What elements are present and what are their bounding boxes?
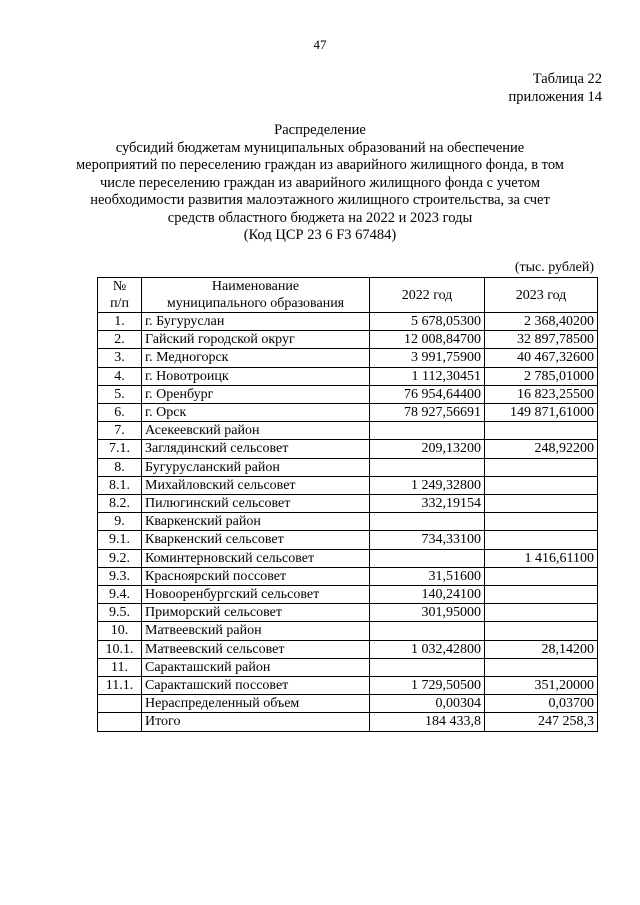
row-name: Саракташский поссовет <box>142 677 370 695</box>
row-value-2023: 0,03700 <box>485 695 598 713</box>
row-value-2022: 184 433,8 <box>370 713 485 731</box>
row-number <box>98 713 142 731</box>
row-number: 10. <box>98 622 142 640</box>
row-number: 9.4. <box>98 586 142 604</box>
row-name: Матвеевский район <box>142 622 370 640</box>
table-row <box>98 677 598 695</box>
row-value-2023 <box>485 476 598 494</box>
table-row <box>98 513 598 531</box>
row-number: 9.5. <box>98 604 142 622</box>
row-number: 9.1. <box>98 531 142 549</box>
row-name: Михайловский сельсовет <box>142 476 370 494</box>
row-number: 7.1. <box>98 440 142 458</box>
row-value-2022 <box>370 622 485 640</box>
row-name: Матвеевский сельсовет <box>142 640 370 658</box>
row-name: Нераспределенный объем <box>142 695 370 713</box>
row-value-2023 <box>485 658 598 676</box>
row-name: Пилюгинский сельсовет <box>142 495 370 513</box>
row-name: Коминтерновский сельсовет <box>142 549 370 567</box>
row-number: 11.1. <box>98 677 142 695</box>
row-number: 10.1. <box>98 640 142 658</box>
header-name-line: муниципального образования <box>166 296 345 311</box>
title-line: (Код ЦСР 23 6 F3 67484) <box>243 227 397 243</box>
row-number: 6. <box>98 404 142 422</box>
row-name: Саракташский район <box>142 658 370 676</box>
title-line: Распределение <box>274 122 366 138</box>
row-number: 5. <box>98 385 142 403</box>
row-value-2023: 28,14200 <box>485 640 598 658</box>
table-row <box>98 349 598 367</box>
document-title <box>70 122 570 245</box>
table-ref-line: приложения 14 <box>508 89 602 105</box>
row-value-2023: 248,92200 <box>485 440 598 458</box>
row-value-2022 <box>370 458 485 476</box>
table-reference <box>509 70 602 106</box>
table-row <box>98 385 598 403</box>
row-value-2023 <box>485 458 598 476</box>
row-name: Приморский сельсовет <box>142 604 370 622</box>
row-value-2023: 2 368,40200 <box>485 313 598 331</box>
units-label: (тыс. рублей) <box>514 260 594 275</box>
title-line: субсидий бюджетам муниципальных образований на обеспечение <box>115 139 525 156</box>
title-line: числе переселению граждан из аварийного жилищного фонда с учетом <box>99 174 541 191</box>
row-name: г. Медногорск <box>142 349 370 367</box>
row-value-2023 <box>485 586 598 604</box>
row-name: Заглядинский сельсовет <box>142 440 370 458</box>
row-name: г. Бугуруслан <box>142 313 370 331</box>
row-value-2023: 149 871,61000 <box>485 404 598 422</box>
row-value-2023: 2 785,01000 <box>485 367 598 385</box>
table-body <box>98 313 598 732</box>
row-number: 3. <box>98 349 142 367</box>
row-value-2022: 78 927,56691 <box>370 404 485 422</box>
row-value-2022: 0,00304 <box>370 695 485 713</box>
row-number: 4. <box>98 367 142 385</box>
table-row <box>98 531 598 549</box>
row-value-2022: 734,33100 <box>370 531 485 549</box>
row-value-2022 <box>370 513 485 531</box>
row-value-2022: 332,19154 <box>370 495 485 513</box>
row-name: г. Орск <box>142 404 370 422</box>
header-2022: 2022 год <box>370 278 485 313</box>
table-row <box>98 604 598 622</box>
header-no-line: № <box>112 279 127 294</box>
row-number: 8.2. <box>98 495 142 513</box>
row-name: Гайский городской округ <box>142 331 370 349</box>
row-value-2022: 1 249,32800 <box>370 476 485 494</box>
row-name: Кваркенский сельсовет <box>142 531 370 549</box>
row-name: Новооренбургский сельсовет <box>142 586 370 604</box>
header-name <box>142 278 370 313</box>
table-row <box>98 422 598 440</box>
table-row <box>98 367 598 385</box>
row-number: 2. <box>98 331 142 349</box>
row-name: Бугурусланский район <box>142 458 370 476</box>
header-name-line: Наименование <box>211 279 300 294</box>
row-value-2022: 1 112,30451 <box>370 367 485 385</box>
table-row <box>98 404 598 422</box>
row-value-2023: 16 823,25500 <box>485 385 598 403</box>
table-row <box>98 549 598 567</box>
row-number: 1. <box>98 313 142 331</box>
row-value-2023 <box>485 531 598 549</box>
row-value-2023: 1 416,61100 <box>485 549 598 567</box>
table-row <box>98 640 598 658</box>
row-number: 9.2. <box>98 549 142 567</box>
row-name: г. Новотроицк <box>142 367 370 385</box>
row-value-2022: 1 032,42800 <box>370 640 485 658</box>
table-row <box>98 567 598 585</box>
table-row <box>98 440 598 458</box>
row-value-2023 <box>485 604 598 622</box>
row-value-2023: 247 258,3 <box>485 713 598 731</box>
table-row <box>98 586 598 604</box>
row-name: Кваркенский район <box>142 513 370 531</box>
table-row <box>98 495 598 513</box>
row-value-2022: 140,24100 <box>370 586 485 604</box>
row-number: 7. <box>98 422 142 440</box>
row-value-2023 <box>485 622 598 640</box>
row-name: Красноярский поссовет <box>142 567 370 585</box>
row-number: 9. <box>98 513 142 531</box>
row-value-2022: 31,51600 <box>370 567 485 585</box>
row-value-2022 <box>370 549 485 567</box>
table-row <box>98 695 598 713</box>
row-value-2023 <box>485 495 598 513</box>
row-name: Итого <box>142 713 370 731</box>
row-number: 11. <box>98 658 142 676</box>
row-number: 8.1. <box>98 476 142 494</box>
row-name: Асекеевский район <box>142 422 370 440</box>
row-value-2022 <box>370 658 485 676</box>
table-row <box>98 658 598 676</box>
table-row <box>98 331 598 349</box>
row-value-2023: 40 467,32600 <box>485 349 598 367</box>
row-number: 9.3. <box>98 567 142 585</box>
row-value-2022: 3 991,75900 <box>370 349 485 367</box>
row-name: г. Оренбург <box>142 385 370 403</box>
title-line: мероприятий по переселению граждан из аварийного жилищного фонда, в том <box>76 157 564 173</box>
row-value-2023 <box>485 567 598 585</box>
table-ref-line: Таблица 22 <box>532 71 602 87</box>
table-row <box>98 313 598 331</box>
header-no <box>98 278 142 313</box>
table-row <box>98 622 598 640</box>
table-header-row <box>98 278 598 313</box>
row-value-2023: 351,20000 <box>485 677 598 695</box>
table-row <box>98 458 598 476</box>
page-number: 47 <box>313 37 327 52</box>
row-value-2023: 32 897,78500 <box>485 331 598 349</box>
header-no-line: п/п <box>110 296 129 311</box>
row-value-2022 <box>370 422 485 440</box>
title-line: средств областного бюджета на 2022 и 2023 годы <box>167 209 473 226</box>
table-row <box>98 476 598 494</box>
row-value-2023 <box>485 513 598 531</box>
table-row <box>98 713 598 731</box>
row-value-2022: 5 678,05300 <box>370 313 485 331</box>
row-number: 8. <box>98 458 142 476</box>
row-value-2022: 1 729,50500 <box>370 677 485 695</box>
row-number <box>98 695 142 713</box>
row-value-2023 <box>485 422 598 440</box>
row-value-2022: 12 008,84700 <box>370 331 485 349</box>
row-value-2022: 301,95000 <box>370 604 485 622</box>
subsidy-table <box>97 277 598 732</box>
row-value-2022: 209,13200 <box>370 440 485 458</box>
row-value-2022: 76 954,64400 <box>370 385 485 403</box>
header-2023: 2023 год <box>485 278 598 313</box>
title-line: необходимости развития малоэтажного жилищного строительства, за счет <box>90 192 550 208</box>
